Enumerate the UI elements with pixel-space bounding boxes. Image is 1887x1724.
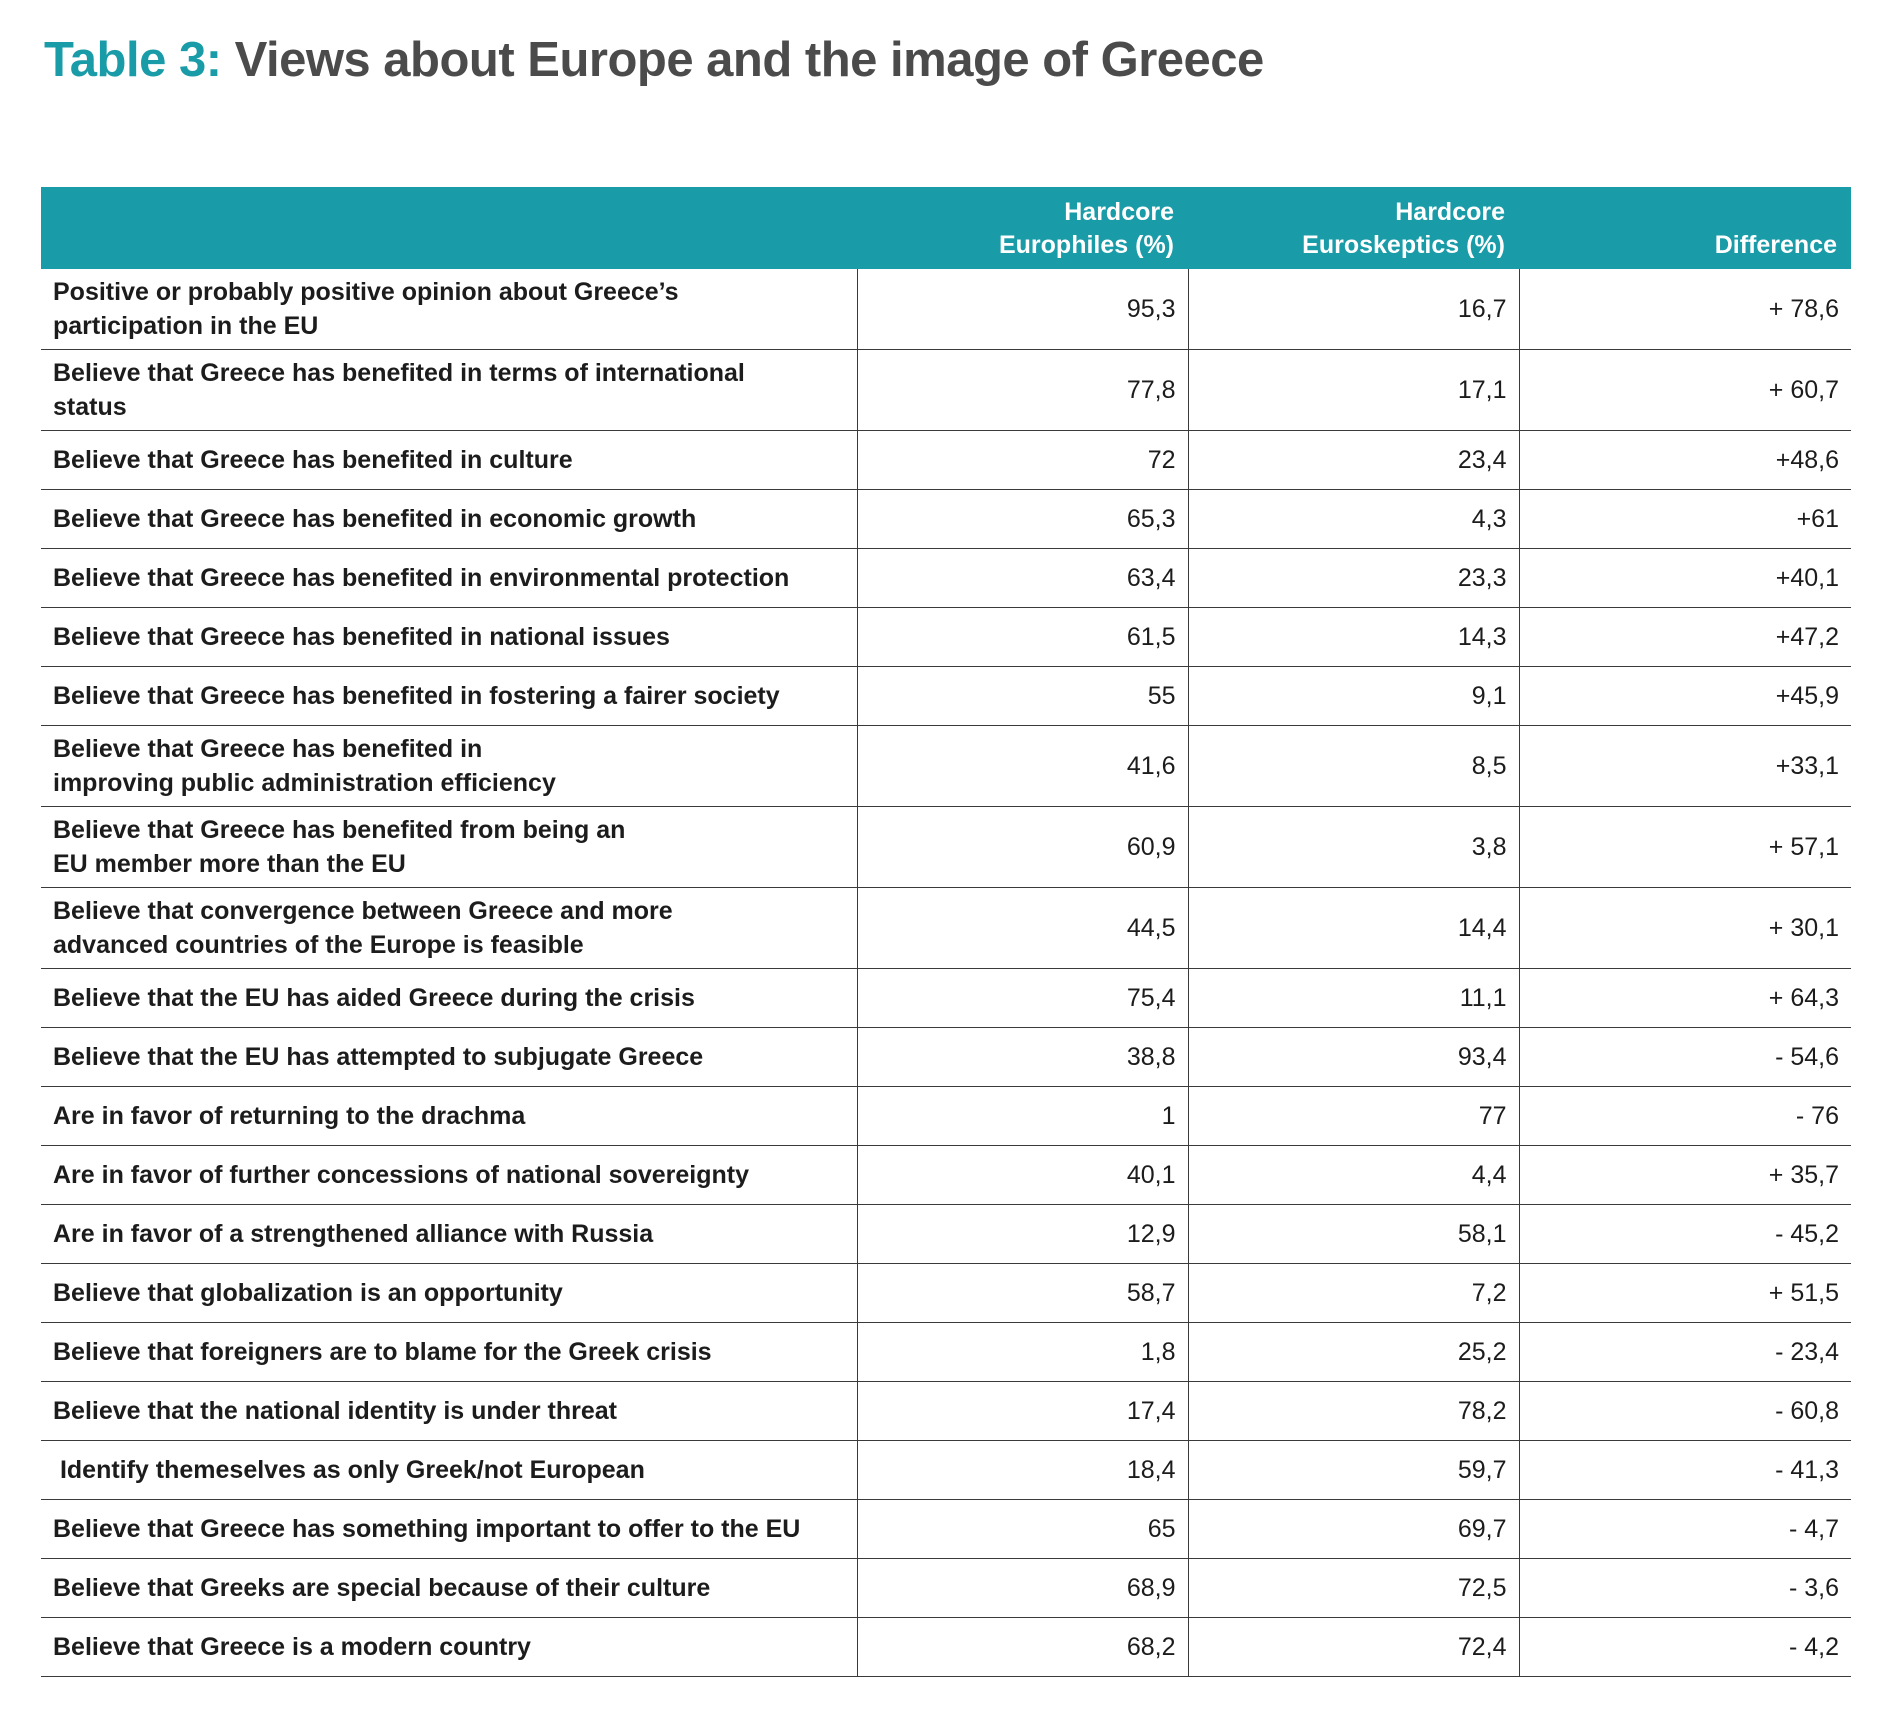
cell-euroskeptics: 11,1 — [1188, 969, 1519, 1028]
cell-difference: +45,9 — [1519, 667, 1851, 726]
cell-euroskeptics: 25,2 — [1188, 1323, 1519, 1382]
cell-difference: + 51,5 — [1519, 1264, 1851, 1323]
header-row — [41, 187, 1851, 269]
row-label — [41, 1028, 857, 1087]
header-cell-euroskeptics — [1188, 187, 1519, 269]
row-label-line1: Believe that Greece has benefited in national issues — [53, 623, 670, 651]
cell-euroskeptics: 14,3 — [1188, 608, 1519, 667]
row-label — [41, 807, 857, 888]
cell-europhiles: 41,6 — [857, 726, 1188, 807]
table-row — [41, 667, 1851, 726]
cell-euroskeptics: 72,4 — [1188, 1618, 1519, 1677]
table-row — [41, 1087, 1851, 1146]
cell-difference: + 30,1 — [1519, 888, 1851, 969]
row-label — [41, 888, 857, 969]
row-label — [41, 350, 857, 431]
row-label — [41, 490, 857, 549]
cell-euroskeptics: 8,5 — [1188, 726, 1519, 807]
row-label-line2: status — [53, 393, 127, 421]
cell-europhiles: 12,9 — [857, 1205, 1188, 1264]
cell-difference: +40,1 — [1519, 549, 1851, 608]
row-label — [41, 667, 857, 726]
cell-europhiles: 63,4 — [857, 549, 1188, 608]
cell-euroskeptics: 59,7 — [1188, 1441, 1519, 1500]
cell-europhiles: 17,4 — [857, 1382, 1188, 1441]
row-label-line2: advanced countries of the Europe is feasible — [53, 931, 584, 959]
cell-europhiles: 44,5 — [857, 888, 1188, 969]
table-row — [41, 269, 1851, 350]
cell-euroskeptics: 4,4 — [1188, 1146, 1519, 1205]
cell-euroskeptics: 23,4 — [1188, 431, 1519, 490]
row-label — [41, 1618, 857, 1677]
cell-europhiles: 1 — [857, 1087, 1188, 1146]
table-row — [41, 431, 1851, 490]
cell-europhiles: 60,9 — [857, 807, 1188, 888]
cell-difference: +33,1 — [1519, 726, 1851, 807]
cell-europhiles: 55 — [857, 667, 1188, 726]
row-label — [41, 1264, 857, 1323]
cell-euroskeptics: 58,1 — [1188, 1205, 1519, 1264]
cell-europhiles: 68,2 — [857, 1618, 1188, 1677]
row-label-line1: Believe that Greeks are special because of their culture — [53, 1574, 711, 1602]
row-label-line1: Believe that globalization is an opportunity — [53, 1279, 563, 1307]
table-row — [41, 350, 1851, 431]
cell-difference: + 35,7 — [1519, 1146, 1851, 1205]
row-label — [41, 1559, 857, 1618]
cell-euroskeptics: 9,1 — [1188, 667, 1519, 726]
cell-difference: +48,6 — [1519, 431, 1851, 490]
cell-euroskeptics: 17,1 — [1188, 350, 1519, 431]
row-label-line1: Believe that Greece is a modern country — [53, 1633, 531, 1661]
cell-difference: - 23,4 — [1519, 1323, 1851, 1382]
table-row — [41, 1382, 1851, 1441]
row-label-line1: Positive or probably positive opinion about Greece’s — [53, 278, 679, 306]
cell-euroskeptics: 93,4 — [1188, 1028, 1519, 1087]
cell-europhiles: 38,8 — [857, 1028, 1188, 1087]
header-cell-europhiles — [857, 187, 1188, 269]
cell-europhiles: 68,9 — [857, 1559, 1188, 1618]
cell-difference: - 54,6 — [1519, 1028, 1851, 1087]
row-label-line1: Believe that foreigners are to blame for the Greek crisis — [53, 1338, 712, 1366]
cell-difference: - 4,7 — [1519, 1500, 1851, 1559]
cell-difference: + 64,3 — [1519, 969, 1851, 1028]
row-label-line2: EU member more than the EU — [53, 850, 406, 878]
cell-europhiles: 95,3 — [857, 269, 1188, 350]
row-label-line1: Believe that convergence between Greece and more — [53, 897, 673, 925]
cell-difference: - 4,2 — [1519, 1618, 1851, 1677]
table-row — [41, 807, 1851, 888]
table-row — [41, 1441, 1851, 1500]
page-title — [44, 32, 1264, 88]
header-europhiles-line2: Europhiles (%) — [998, 231, 1174, 259]
cell-difference: - 60,8 — [1519, 1382, 1851, 1441]
data-table — [41, 187, 1851, 1677]
cell-europhiles: 77,8 — [857, 350, 1188, 431]
cell-euroskeptics: 69,7 — [1188, 1500, 1519, 1559]
cell-euroskeptics: 16,7 — [1188, 269, 1519, 350]
cell-difference: +47,2 — [1519, 608, 1851, 667]
cell-euroskeptics: 23,3 — [1188, 549, 1519, 608]
table-row — [41, 1500, 1851, 1559]
row-label-line1: Believe that Greece has benefited from being an — [53, 816, 626, 844]
table-row — [41, 1028, 1851, 1087]
header-cell-difference — [1519, 187, 1851, 269]
row-label-line1: Identify themeselves as only Greek/not European — [53, 1456, 645, 1484]
table-row — [41, 888, 1851, 969]
row-label — [41, 269, 857, 350]
table-row — [41, 1146, 1851, 1205]
cell-europhiles: 61,5 — [857, 608, 1188, 667]
row-label — [41, 1087, 857, 1146]
row-label — [41, 608, 857, 667]
cell-euroskeptics: 78,2 — [1188, 1382, 1519, 1441]
cell-difference: - 76 — [1519, 1087, 1851, 1146]
row-label-line1: Believe that the EU has aided Greece during the crisis — [53, 984, 695, 1012]
row-label — [41, 1382, 857, 1441]
row-label-line1: Believe that Greece has benefited in culture — [53, 446, 573, 474]
title-prefix: Table 3: — [44, 33, 222, 87]
cell-difference: - 41,3 — [1519, 1441, 1851, 1500]
table-row — [41, 1264, 1851, 1323]
cell-difference: + 60,7 — [1519, 350, 1851, 431]
row-label — [41, 1323, 857, 1382]
cell-europhiles: 58,7 — [857, 1264, 1188, 1323]
cell-europhiles: 40,1 — [857, 1146, 1188, 1205]
header-euroskeptics-line1: Hardcore — [1395, 198, 1505, 226]
row-label — [41, 726, 857, 807]
cell-europhiles: 75,4 — [857, 969, 1188, 1028]
cell-europhiles: 1,8 — [857, 1323, 1188, 1382]
row-label-line2: participation in the EU — [53, 312, 319, 340]
cell-europhiles: 65,3 — [857, 490, 1188, 549]
row-label-line1: Believe that Greece has benefited in fostering a fairer society — [53, 682, 780, 710]
cell-europhiles: 65 — [857, 1500, 1188, 1559]
table-row — [41, 549, 1851, 608]
row-label-line1: Believe that Greece has benefited in terms of international — [53, 359, 745, 387]
cell-europhiles: 72 — [857, 431, 1188, 490]
row-label-line1: Are in favor of returning to the drachma — [53, 1102, 526, 1130]
cell-difference: +61 — [1519, 490, 1851, 549]
cell-difference: - 3,6 — [1519, 1559, 1851, 1618]
table-header — [41, 187, 1851, 269]
table-row — [41, 1205, 1851, 1264]
cell-euroskeptics: 77 — [1188, 1087, 1519, 1146]
row-label-line1: Believe that the EU has attempted to subjugate Greece — [53, 1043, 704, 1071]
table-row — [41, 1323, 1851, 1382]
cell-europhiles: 18,4 — [857, 1441, 1188, 1500]
cell-euroskeptics: 14,4 — [1188, 888, 1519, 969]
cell-difference: + 78,6 — [1519, 269, 1851, 350]
header-cell-label — [41, 187, 857, 269]
table-row — [41, 490, 1851, 549]
row-label — [41, 1500, 857, 1559]
row-label-line1: Are in favor of a strengthened alliance with Russia — [53, 1220, 654, 1248]
row-label-line1: Believe that Greece has something important to offer to the EU — [53, 1515, 801, 1543]
row-label-line1: Believe that Greece has benefited in — [53, 735, 483, 763]
table-row — [41, 608, 1851, 667]
cell-euroskeptics: 7,2 — [1188, 1264, 1519, 1323]
row-label — [41, 431, 857, 490]
row-label-line1: Believe that Greece has benefited in economic growth — [53, 505, 697, 533]
header-difference-line2: Difference — [1714, 231, 1837, 259]
row-label-line1: Are in favor of further concessions of national sovereignty — [53, 1161, 749, 1189]
cell-euroskeptics: 72,5 — [1188, 1559, 1519, 1618]
cell-euroskeptics: 3,8 — [1188, 807, 1519, 888]
cell-difference: - 45,2 — [1519, 1205, 1851, 1264]
table-body — [41, 269, 1851, 1677]
row-label-line1: Believe that Greece has benefited in environmental protection — [53, 564, 790, 592]
table-row — [41, 726, 1851, 807]
row-label-line1: Believe that the national identity is under threat — [53, 1397, 617, 1425]
cell-difference: + 57,1 — [1519, 807, 1851, 888]
header-euroskeptics-line2: Euroskeptics (%) — [1302, 231, 1505, 259]
row-label — [41, 1146, 857, 1205]
table-row — [41, 1618, 1851, 1677]
title-text: Views about Europe and the image of Greece — [234, 33, 1264, 87]
row-label — [41, 549, 857, 608]
cell-euroskeptics: 4,3 — [1188, 490, 1519, 549]
table-row — [41, 1559, 1851, 1618]
header-europhiles-line1: Hardcore — [1064, 198, 1174, 226]
row-label — [41, 1205, 857, 1264]
row-label — [41, 969, 857, 1028]
row-label-line2: improving public administration efficiency — [53, 769, 556, 797]
table-row — [41, 969, 1851, 1028]
row-label — [41, 1441, 857, 1500]
